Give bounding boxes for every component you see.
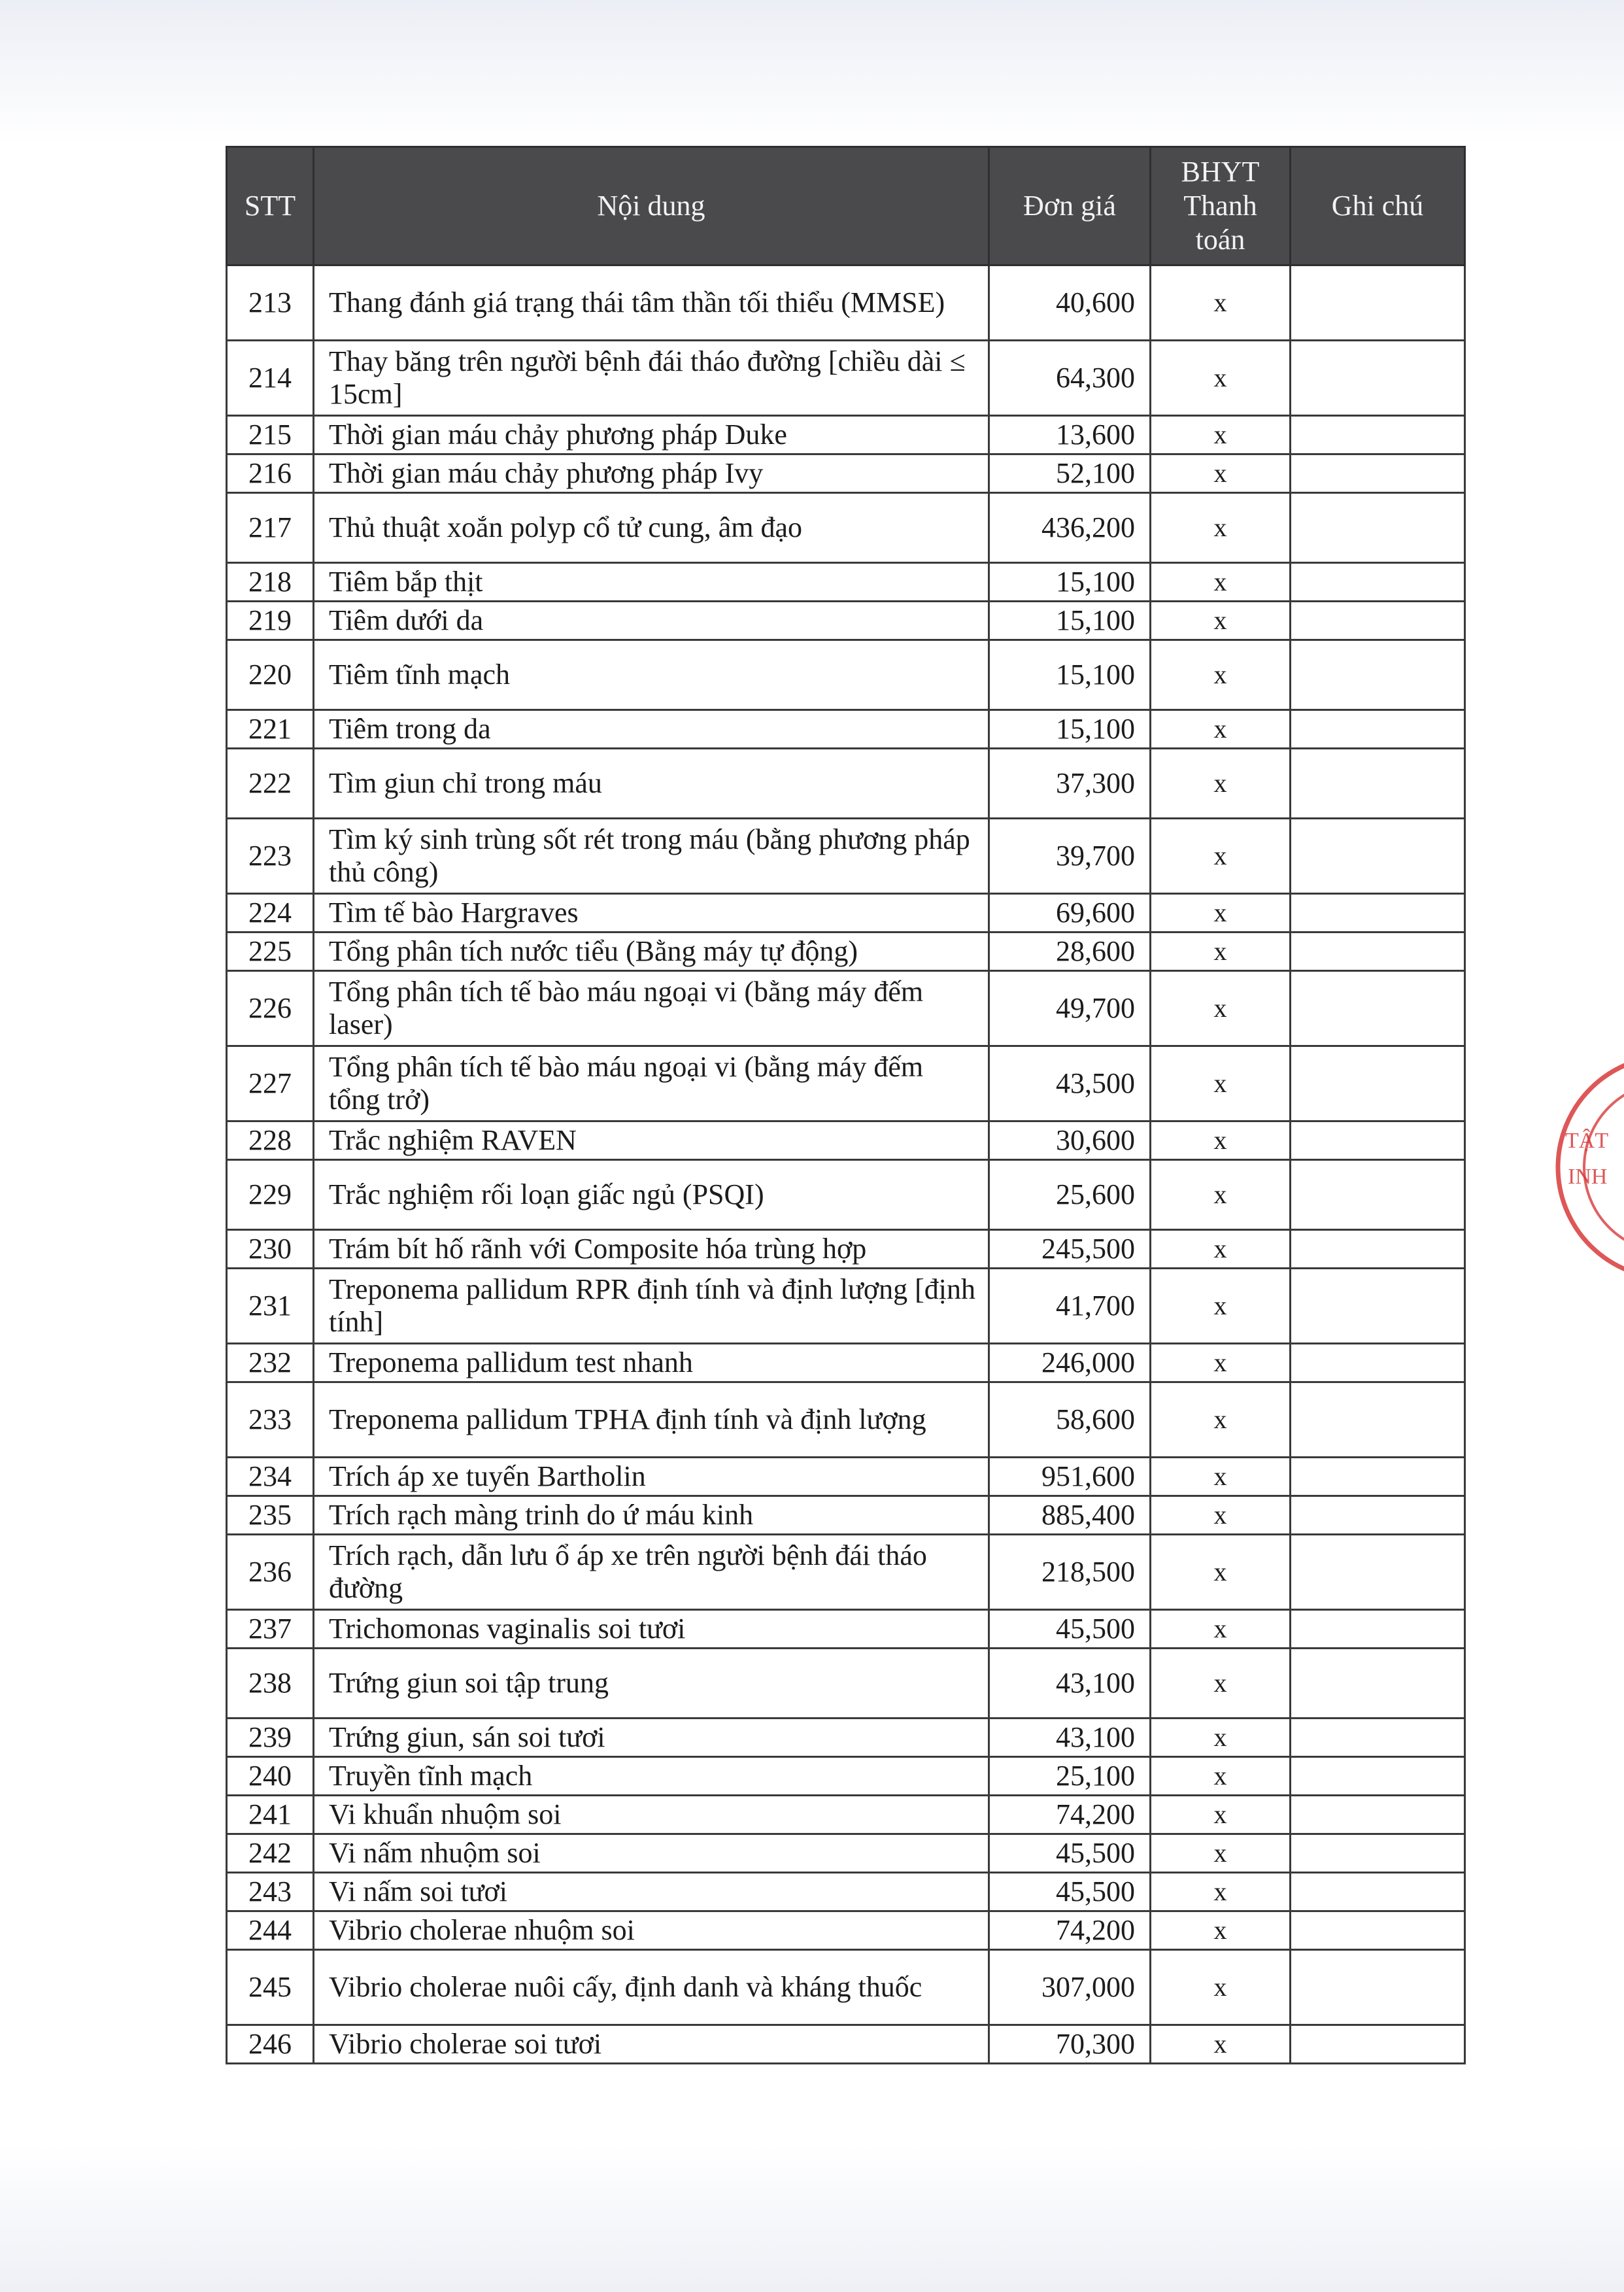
row-insurance-mark: x — [1151, 1535, 1291, 1610]
row-stt: 223 — [227, 819, 314, 894]
row-note — [1291, 1458, 1465, 1496]
row-insurance-mark: x — [1151, 602, 1291, 640]
table-row — [227, 894, 1465, 932]
row-insurance-mark: x — [1151, 1834, 1291, 1873]
row-note — [1291, 1649, 1465, 1719]
row-content: Tiêm trong da — [314, 710, 989, 749]
row-insurance-mark: x — [1151, 341, 1291, 416]
row-insurance-mark: x — [1151, 1610, 1291, 1649]
row-note — [1291, 710, 1465, 749]
row-stt: 238 — [227, 1649, 314, 1719]
row-note — [1291, 894, 1465, 932]
row-note — [1291, 640, 1465, 710]
row-content: Tìm tế bào Hargraves — [314, 894, 989, 932]
row-content: Trích áp xe tuyến Bartholin — [314, 1458, 989, 1496]
row-price: 45,500 — [989, 1834, 1151, 1873]
row-insurance-mark: x — [1151, 265, 1291, 341]
table-row — [227, 416, 1465, 454]
row-insurance-mark: x — [1151, 640, 1291, 710]
row-note — [1291, 1873, 1465, 1911]
row-stt: 228 — [227, 1121, 314, 1160]
row-insurance-mark: x — [1151, 710, 1291, 749]
row-note — [1291, 1911, 1465, 1950]
row-insurance-mark: x — [1151, 1796, 1291, 1834]
row-insurance-mark: x — [1151, 1269, 1291, 1344]
row-content: Tiêm bắp thịt — [314, 563, 989, 602]
row-insurance-mark: x — [1151, 2025, 1291, 2064]
row-stt: 246 — [227, 2025, 314, 2064]
red-seal-stamp — [1555, 1050, 1624, 1285]
table-row — [227, 454, 1465, 493]
row-note — [1291, 1796, 1465, 1834]
table-row — [227, 341, 1465, 416]
row-insurance-mark: x — [1151, 1649, 1291, 1719]
row-content: Tiêm dưới da — [314, 602, 989, 640]
row-content: Thang đánh giá trạng thái tâm thần tối thiểu (MMSE) — [314, 265, 989, 341]
row-price: 15,100 — [989, 710, 1151, 749]
table-row — [227, 265, 1465, 341]
row-price: 37,300 — [989, 749, 1151, 819]
row-content: Trichomonas vaginalis soi tươi — [314, 1610, 989, 1649]
row-insurance-mark: x — [1151, 1382, 1291, 1458]
row-content: Tìm ký sinh trùng sốt rét trong máu (bằng phương pháp thủ công) — [314, 819, 989, 894]
row-insurance-mark: x — [1151, 971, 1291, 1046]
row-content: Trắc nghiệm RAVEN — [314, 1121, 989, 1160]
row-content: Tiêm tĩnh mạch — [314, 640, 989, 710]
table-row — [227, 1649, 1465, 1719]
row-stt: 227 — [227, 1046, 314, 1121]
row-price: 436,200 — [989, 493, 1151, 563]
header-content: Nội dung — [314, 147, 989, 265]
table-row — [227, 1873, 1465, 1911]
row-stt: 220 — [227, 640, 314, 710]
header-insurance-line1: BHYT — [1181, 156, 1260, 188]
row-stt: 230 — [227, 1230, 314, 1269]
table-row — [227, 1344, 1465, 1382]
row-price: 52,100 — [989, 454, 1151, 493]
row-stt: 245 — [227, 1950, 314, 2025]
row-stt: 214 — [227, 341, 314, 416]
row-price: 307,000 — [989, 1950, 1151, 2025]
table-row — [227, 971, 1465, 1046]
row-stt: 244 — [227, 1911, 314, 1950]
row-stt: 236 — [227, 1535, 314, 1610]
table-row — [227, 1269, 1465, 1344]
row-content: Vibrio cholerae nhuộm soi — [314, 1911, 989, 1950]
row-content: Treponema pallidum RPR định tính và định lượng [định tính] — [314, 1269, 989, 1344]
row-price: 43,500 — [989, 1046, 1151, 1121]
row-note — [1291, 1269, 1465, 1344]
row-price: 39,700 — [989, 819, 1151, 894]
stamp-text-1: TẬT — [1565, 1129, 1609, 1153]
row-insurance-mark: x — [1151, 1719, 1291, 1757]
table-row — [227, 1382, 1465, 1458]
header-insurance — [1151, 147, 1291, 265]
row-content: Thời gian máu chảy phương pháp Duke — [314, 416, 989, 454]
table-row — [227, 1719, 1465, 1757]
row-price: 25,600 — [989, 1160, 1151, 1230]
row-price: 40,600 — [989, 265, 1151, 341]
row-content: Tổng phân tích nước tiểu (Bằng máy tự động) — [314, 932, 989, 971]
row-price: 74,200 — [989, 1911, 1151, 1950]
row-note — [1291, 819, 1465, 894]
row-insurance-mark: x — [1151, 454, 1291, 493]
table-row — [227, 819, 1465, 894]
row-note — [1291, 493, 1465, 563]
row-note — [1291, 265, 1465, 341]
row-price: 58,600 — [989, 1382, 1151, 1458]
row-stt: 229 — [227, 1160, 314, 1230]
row-note — [1291, 454, 1465, 493]
row-note — [1291, 1834, 1465, 1873]
table-row — [227, 1046, 1465, 1121]
row-content: Tổng phân tích tế bào máu ngoại vi (bằng máy đếm laser) — [314, 971, 989, 1046]
row-price: 218,500 — [989, 1535, 1151, 1610]
row-stt: 242 — [227, 1834, 314, 1873]
table-row — [227, 1834, 1465, 1873]
row-insurance-mark: x — [1151, 1873, 1291, 1911]
row-stt: 216 — [227, 454, 314, 493]
table-row — [227, 1535, 1465, 1610]
row-content: Trứng giun, sán soi tươi — [314, 1719, 989, 1757]
table-row — [227, 710, 1465, 749]
table-row — [227, 1610, 1465, 1649]
row-price: 15,100 — [989, 602, 1151, 640]
table-row — [227, 1230, 1465, 1269]
row-insurance-mark: x — [1151, 749, 1291, 819]
header-stt: STT — [227, 147, 314, 265]
row-stt: 226 — [227, 971, 314, 1046]
row-insurance-mark: x — [1151, 1121, 1291, 1160]
row-price: 43,100 — [989, 1649, 1151, 1719]
row-note — [1291, 1230, 1465, 1269]
row-note — [1291, 563, 1465, 602]
row-price: 15,100 — [989, 640, 1151, 710]
row-stt: 234 — [227, 1458, 314, 1496]
row-content: Trám bít hố rãnh với Composite hóa trùng hợp — [314, 1230, 989, 1269]
row-stt: 241 — [227, 1796, 314, 1834]
row-insurance-mark: x — [1151, 932, 1291, 971]
table-row — [227, 1458, 1465, 1496]
header-price: Đơn giá — [989, 147, 1151, 265]
row-stt: 239 — [227, 1719, 314, 1757]
row-content: Vibrio cholerae nuôi cấy, định danh và kháng thuốc — [314, 1950, 989, 2025]
row-price: 64,300 — [989, 341, 1151, 416]
row-price: 45,500 — [989, 1873, 1151, 1911]
header-insurance-line3: toán — [1195, 224, 1245, 256]
row-note — [1291, 1610, 1465, 1649]
row-price: 885,400 — [989, 1496, 1151, 1535]
row-content: Vi nấm soi tươi — [314, 1873, 989, 1911]
row-price: 13,600 — [989, 416, 1151, 454]
row-note — [1291, 1344, 1465, 1382]
row-content: Treponema pallidum TPHA định tính và định lượng — [314, 1382, 989, 1458]
table-row — [227, 1911, 1465, 1950]
row-content: Truyền tĩnh mạch — [314, 1757, 989, 1796]
row-insurance-mark: x — [1151, 1230, 1291, 1269]
row-note — [1291, 1496, 1465, 1535]
row-content: Vi nấm nhuộm soi — [314, 1834, 989, 1873]
table-row — [227, 1496, 1465, 1535]
row-stt: 213 — [227, 265, 314, 341]
row-price: 70,300 — [989, 2025, 1151, 2064]
row-content: Trích rạch, dẫn lưu ổ áp xe trên người bệnh đái tháo đường — [314, 1535, 989, 1610]
row-price: 246,000 — [989, 1344, 1151, 1382]
row-price: 49,700 — [989, 971, 1151, 1046]
row-stt: 243 — [227, 1873, 314, 1911]
row-stt: 237 — [227, 1610, 314, 1649]
row-insurance-mark: x — [1151, 1160, 1291, 1230]
row-insurance-mark: x — [1151, 1344, 1291, 1382]
row-content: Trắc nghiệm rối loạn giấc ngủ (PSQI) — [314, 1160, 989, 1230]
table-row — [227, 2025, 1465, 2064]
row-stt: 233 — [227, 1382, 314, 1458]
stamp-text-2: INH — [1568, 1165, 1608, 1189]
table-row — [227, 563, 1465, 602]
row-stt: 225 — [227, 932, 314, 971]
row-note — [1291, 749, 1465, 819]
row-insurance-mark: x — [1151, 1911, 1291, 1950]
row-note — [1291, 932, 1465, 971]
row-insurance-mark: x — [1151, 1458, 1291, 1496]
row-price: 15,100 — [989, 563, 1151, 602]
row-stt: 218 — [227, 563, 314, 602]
row-insurance-mark: x — [1151, 1496, 1291, 1535]
table-row — [227, 1160, 1465, 1230]
row-price: 43,100 — [989, 1719, 1151, 1757]
table-row — [227, 602, 1465, 640]
row-stt: 221 — [227, 710, 314, 749]
row-content: Tìm giun chỉ trong máu — [314, 749, 989, 819]
row-stt: 222 — [227, 749, 314, 819]
row-price: 69,600 — [989, 894, 1151, 932]
row-price: 245,500 — [989, 1230, 1151, 1269]
table-row — [227, 640, 1465, 710]
table-row — [227, 493, 1465, 563]
row-insurance-mark: x — [1151, 493, 1291, 563]
row-note — [1291, 1121, 1465, 1160]
row-insurance-mark: x — [1151, 819, 1291, 894]
row-note — [1291, 1719, 1465, 1757]
row-note — [1291, 971, 1465, 1046]
row-insurance-mark: x — [1151, 416, 1291, 454]
row-content: Vi khuẩn nhuộm soi — [314, 1796, 989, 1834]
table-row — [227, 1796, 1465, 1834]
row-note — [1291, 1535, 1465, 1610]
row-price: 41,700 — [989, 1269, 1151, 1344]
row-price: 45,500 — [989, 1610, 1151, 1649]
row-stt: 232 — [227, 1344, 314, 1382]
row-content: Thay băng trên người bệnh đái tháo đường [chiều dài ≤ 15cm] — [314, 341, 989, 416]
row-stt: 224 — [227, 894, 314, 932]
row-content: Trứng giun soi tập trung — [314, 1649, 989, 1719]
table-body — [227, 265, 1465, 2064]
row-note — [1291, 1950, 1465, 2025]
row-insurance-mark: x — [1151, 894, 1291, 932]
table-row — [227, 749, 1465, 819]
row-price: 25,100 — [989, 1757, 1151, 1796]
row-content: Trích rạch màng trinh do ứ máu kinh — [314, 1496, 989, 1535]
header-insurance-line2: Thanh — [1183, 190, 1257, 222]
header-note: Ghi chú — [1291, 147, 1465, 265]
row-stt: 235 — [227, 1496, 314, 1535]
row-stt: 215 — [227, 416, 314, 454]
row-note — [1291, 1382, 1465, 1458]
row-stt: 219 — [227, 602, 314, 640]
row-content: Tổng phân tích tế bào máu ngoại vi (bằng máy đếm tổng trở) — [314, 1046, 989, 1121]
row-insurance-mark: x — [1151, 1757, 1291, 1796]
row-insurance-mark: x — [1151, 1046, 1291, 1121]
row-price: 30,600 — [989, 1121, 1151, 1160]
row-note — [1291, 1757, 1465, 1796]
row-content: Vibrio cholerae soi tươi — [314, 2025, 989, 2064]
table-row — [227, 1121, 1465, 1160]
price-table — [226, 146, 1466, 2064]
table-row — [227, 1950, 1465, 2025]
row-note — [1291, 416, 1465, 454]
row-content: Thủ thuật xoắn polyp cổ tử cung, âm đạo — [314, 493, 989, 563]
row-price: 28,600 — [989, 932, 1151, 971]
table-row — [227, 1757, 1465, 1796]
row-content: Treponema pallidum test nhanh — [314, 1344, 989, 1382]
row-stt: 240 — [227, 1757, 314, 1796]
table-row — [227, 932, 1465, 971]
row-stt: 217 — [227, 493, 314, 563]
row-insurance-mark: x — [1151, 563, 1291, 602]
row-insurance-mark: x — [1151, 1950, 1291, 2025]
row-note — [1291, 1046, 1465, 1121]
table-header-row — [227, 147, 1465, 265]
row-note — [1291, 602, 1465, 640]
row-stt: 231 — [227, 1269, 314, 1344]
row-price: 951,600 — [989, 1458, 1151, 1496]
row-note — [1291, 341, 1465, 416]
row-price: 74,200 — [989, 1796, 1151, 1834]
row-content: Thời gian máu chảy phương pháp Ivy — [314, 454, 989, 493]
row-note — [1291, 2025, 1465, 2064]
row-note — [1291, 1160, 1465, 1230]
